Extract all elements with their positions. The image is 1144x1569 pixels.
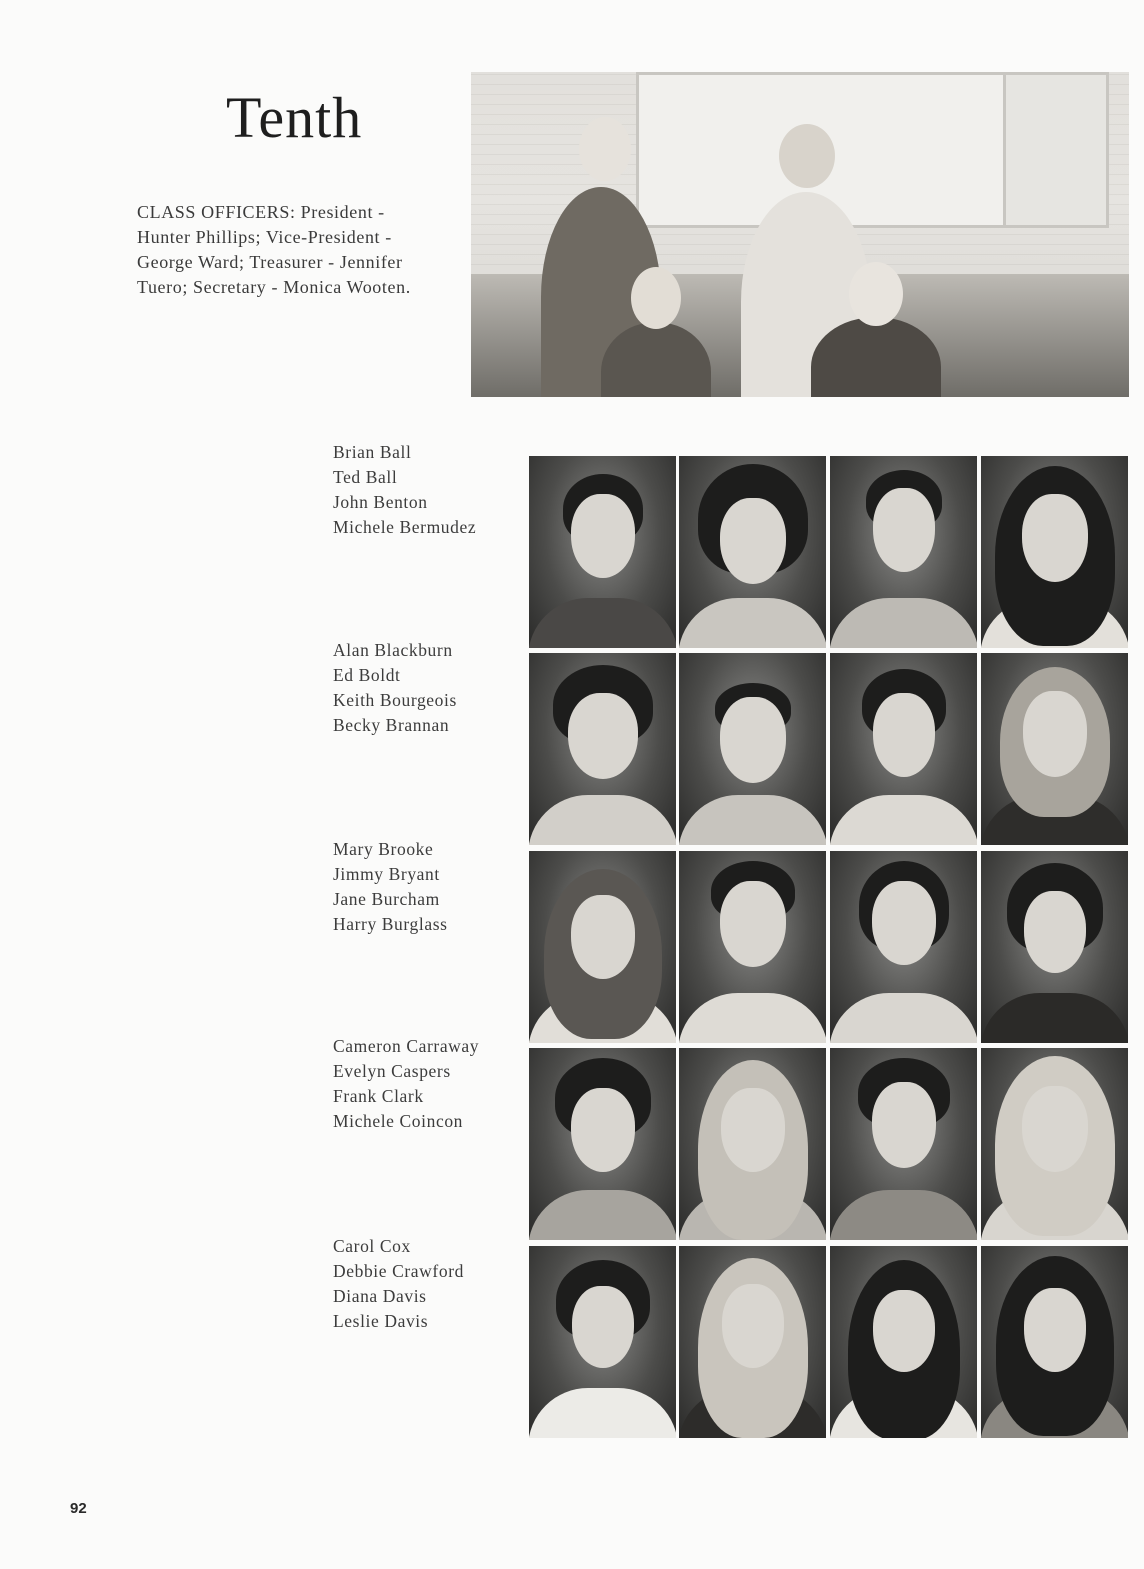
officers-line: George Ward; Treasurer - Jennifer: [137, 252, 403, 272]
student-name: Cameron Carraway: [333, 1036, 480, 1056]
student-name: Jimmy Bryant: [333, 864, 440, 884]
student-portrait: [981, 456, 1128, 648]
student-name: Mary Brooke: [333, 839, 434, 859]
student-portrait: [981, 653, 1128, 845]
student-name: Ed Boldt: [333, 665, 401, 685]
student-portrait: [981, 1048, 1128, 1240]
student-name: Alan Blackburn: [333, 640, 453, 660]
names-row-5: [333, 1234, 523, 1334]
student-name: Jane Burcham: [333, 889, 440, 909]
names-row-3: [333, 837, 523, 937]
student-portrait: [830, 653, 977, 845]
student-portrait: [529, 1246, 676, 1438]
student-name: Ted Ball: [333, 467, 398, 487]
student-name: Carol Cox: [333, 1236, 411, 1256]
student-name: Frank Clark: [333, 1086, 424, 1106]
student-portrait: [679, 1048, 826, 1240]
student-name: Harry Burglass: [333, 914, 448, 934]
officers-line: Hunter Phillips; Vice-President -: [137, 227, 392, 247]
student-name: Leslie Davis: [333, 1311, 429, 1331]
student-name: Michele Bermudez: [333, 517, 477, 537]
student-portrait: [830, 1246, 977, 1438]
student-portrait: [679, 653, 826, 845]
student-portrait: [830, 1048, 977, 1240]
officers-line: Tuero; Secretary - Monica Wooten.: [137, 277, 411, 297]
student-portrait: [981, 1246, 1128, 1438]
student-portrait: [679, 456, 826, 648]
page-title: Tenth: [226, 85, 363, 150]
class-officers-caption: [137, 200, 457, 300]
names-row-1: [333, 440, 523, 540]
student-portrait: [679, 1246, 826, 1438]
student-name: Diana Davis: [333, 1286, 427, 1306]
student-name: Keith Bourgeois: [333, 690, 457, 710]
student-portrait: [529, 456, 676, 648]
student-name: Debbie Crawford: [333, 1261, 464, 1281]
student-portrait: [981, 851, 1128, 1043]
names-row-4: [333, 1034, 523, 1134]
page-number: 92: [70, 1500, 87, 1517]
student-name: Michele Coincon: [333, 1111, 464, 1131]
student-name: Brian Ball: [333, 442, 412, 462]
class-officers-photo: [471, 72, 1129, 397]
names-row-2: [333, 638, 523, 738]
student-name: John Benton: [333, 492, 428, 512]
student-portrait: [529, 851, 676, 1043]
officers-line: CLASS OFFICERS: President -: [137, 202, 385, 222]
student-portrait: [529, 653, 676, 845]
student-portrait: [679, 851, 826, 1043]
student-portrait: [830, 456, 977, 648]
student-name: Becky Brannan: [333, 715, 450, 735]
student-portrait: [529, 1048, 676, 1240]
student-name: Evelyn Caspers: [333, 1061, 451, 1081]
student-portrait: [830, 851, 977, 1043]
